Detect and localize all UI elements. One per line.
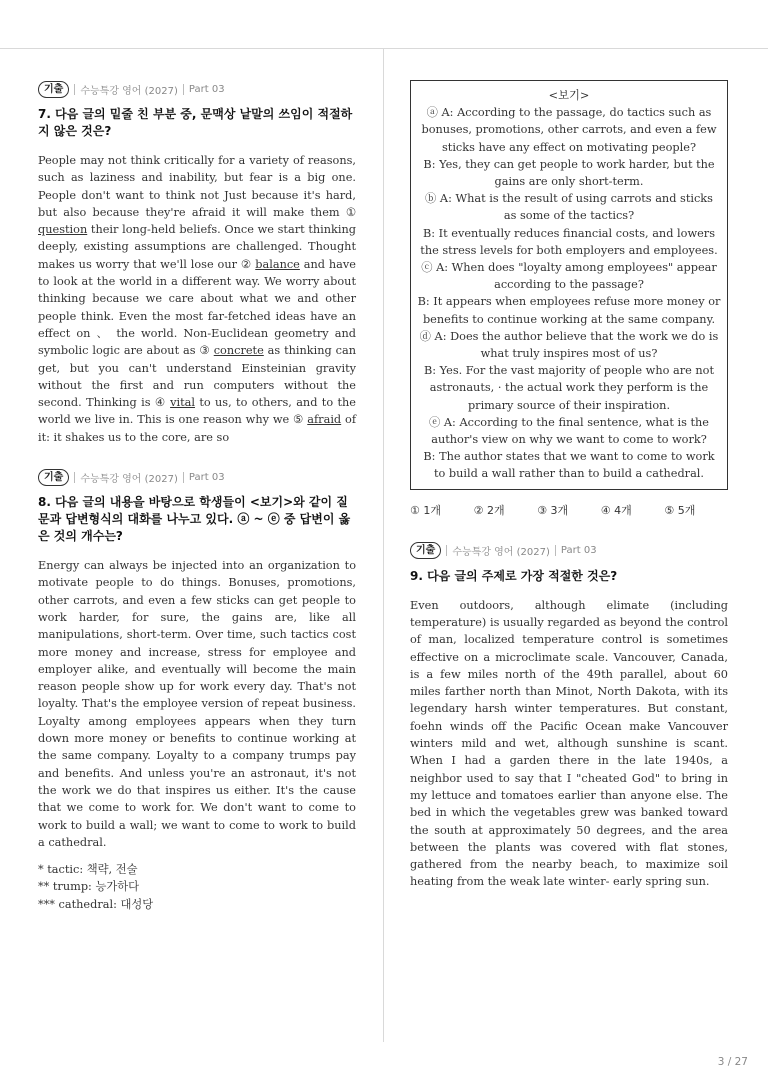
underlined-word-1: question — [38, 223, 88, 237]
passage-text: of it: it shakes us to the core, are so — [38, 413, 356, 444]
passage-text: their long-held beliefs. Once we start thinking deeply, existing assumptions are challenged. Thought makes us worry that we'll lose our ② — [38, 223, 356, 271]
passage-text: to us, to others, and to the world we live in. This is one reason why we ⑤ — [38, 396, 356, 427]
source-label: 수능특강 영어 (2027) — [452, 547, 550, 559]
question-8 — [38, 468, 356, 913]
meta-separator — [74, 84, 75, 95]
answer-choices — [410, 502, 728, 518]
question-7 — [38, 80, 356, 446]
underlined-word-5: afraid — [307, 413, 342, 427]
dialogue-line: B: It eventually reduces financial costs, and lowers the stress levels for both employers and employees. — [420, 226, 718, 257]
question-9-passage: Even outdoors, although elimate (including temperature) is usually regarded as beyond the control of man, localized temperature control is sometimes effective on a microclimate scale. Vancouver, Canada, is a few miles north of the 49th parallel, about 60 miles farther north than Minot, North Dakota, with its legendary harsh winter temperatures. But constant, foehn winds off the Pacific Ocean make Vancouver winters mild and wet, although sunshine is scant. When I had a garden there in the late 1940s, a neighbor used to say that I "cheated God" to bring in my lettuce and tomatoes earlier than anyone else. The bed in which the vegetables grew was banked toward the south at approximately 50 degrees, and the area between the plants was covered with flat stones, gathered from the nearby beach, to maximize soil heating from the weak late winter- early spring sun. — [410, 598, 728, 889]
passage-text: as thinking can get, but you can't understand Einsteinian gravity without the first and run computers without the second. Thinking is ④ — [38, 344, 356, 410]
past-exam-tag: 기출 — [410, 542, 441, 559]
dialogue-line: B: It appears when employees refuse more money or benefits to continue working at the same company. — [417, 295, 721, 326]
question-8-title: 8. 다음 글의 내용을 바탕으로 학생들이 <보기>와 같이 질문과 답변형식의 대화를 나누고 있다. ⓐ ~ ⓔ 중 답변이 옳은 것의 개수는? — [38, 495, 351, 544]
choice-3[interactable]: ③ 3개 — [537, 503, 569, 517]
question-7-meta — [38, 80, 356, 98]
meta-separator — [183, 472, 184, 483]
question-9-title: 9. 다음 글의 주제로 가장 적절한 것은? — [410, 568, 618, 583]
underlined-word-3: concrete — [213, 344, 264, 358]
dialogue-line: ⓑ A: What is the result of using carrots and sticks as some of the tactics? — [425, 192, 713, 223]
right-column — [410, 80, 728, 891]
footnotes — [38, 861, 356, 913]
page-number: 3 / 27 — [717, 1056, 748, 1068]
underlined-word-2: balance — [255, 257, 300, 271]
question-8-passage: Energy can always be injected into an organization to motivate people to do things. Bonuses, promotions, other carrots, and even a few sticks can get people to work harder, for sure, the gains are, like all manipulations, short-term. Over time, such tactics cost more money and increase, stress for employee and employer alike, and eventually will become the main reason people show up for work every day. That's not loyalty. That's the employee version of repeat business. Loyalty among employees appears when they turn down more money or benefits to continue working at the same company. Loyalty to a company trumps pay and benefits. And unless you're an astronaut, it's not the work we do that inspires us either. It's the cause that we come to work for. We don't want to come to work to build a wall; we want to come to work to build a cathedral. — [38, 559, 356, 849]
column-divider — [383, 49, 384, 1042]
dialogue-line: B: Yes. For the vast majority of people who are not astronauts, · the actual work they perform is the primary source of their inspiration. — [423, 364, 715, 412]
source-label: 수능특강 영어 (2027) — [80, 85, 178, 97]
question-7-title: 7. 다음 글의 밑줄 친 부분 중, 문맥상 낱말의 쓰임이 적절하지 않은 것은? — [38, 107, 353, 138]
passage-text: People may not think critically for a variety of reasons, such as laziness and inability, but fear is a big one. People don't want to think not Just because it's hard, but also because they're afraid it will make them ① — [38, 154, 356, 219]
dialogue-line: ⓐ A: According to the passage, do tactics such as bonuses, promotions, other carrots, and even a few sticks have any effect on motivating people? — [421, 106, 717, 154]
question-7-passage — [38, 152, 356, 446]
part-label: Part 03 — [188, 83, 225, 95]
header-rule — [0, 48, 768, 49]
choice-4[interactable]: ④ 4개 — [600, 503, 632, 517]
dialogue-line: ⓓ A: Does the author believe that the work we do is what truly inspires most of us? — [419, 329, 719, 361]
example-box — [410, 80, 728, 490]
meta-separator — [446, 545, 447, 556]
example-box-heading: <보기> — [548, 89, 590, 102]
question-9-meta — [410, 542, 728, 560]
meta-separator — [74, 472, 75, 483]
source-label: 수능특강 영어 (2027) — [80, 473, 178, 485]
past-exam-tag: 기출 — [38, 81, 69, 98]
meta-separator — [555, 545, 556, 556]
dialogue-line: B: Yes, they can get people to work harder, but the gains are only short-term. — [423, 157, 715, 189]
dialogue-line: ⓒ A: When does "loyalty among employees" appear according to the passage? — [421, 261, 717, 292]
left-column — [38, 80, 356, 913]
question-9 — [410, 542, 728, 891]
choice-5[interactable]: ⑤ 5개 — [664, 503, 696, 517]
underlined-word-4: vital — [170, 396, 195, 410]
question-8-meta — [38, 468, 356, 486]
part-label: Part 03 — [560, 545, 597, 557]
footnote: * tactic: 책략, 전술 — [38, 863, 138, 877]
footnote: *** cathedral: 대성당 — [38, 897, 154, 911]
part-label: Part 03 — [188, 471, 225, 483]
dialogue-line: ⓔ A: According to the final sentence, what is the author's view on why we want to come to work? — [429, 415, 709, 447]
passage-text: and have to look at the world in a different way. We worry about thinking because we care about what we and other people think. Even the most far-fetched ideas have an effect on 、 the world. Non-Euclidean geometry and symbolic logic are about as ③ — [38, 257, 356, 358]
past-exam-tag: 기출 — [38, 469, 69, 486]
footnote: ** trump: 능가하다 — [38, 880, 140, 894]
choice-1[interactable]: ① 1개 — [410, 503, 441, 517]
dialogue-line: B: The author states that we want to come to work to build a wall rather than to build a cathedral. — [423, 450, 715, 481]
choice-2[interactable]: ② 2개 — [473, 503, 505, 517]
meta-separator — [183, 84, 184, 95]
